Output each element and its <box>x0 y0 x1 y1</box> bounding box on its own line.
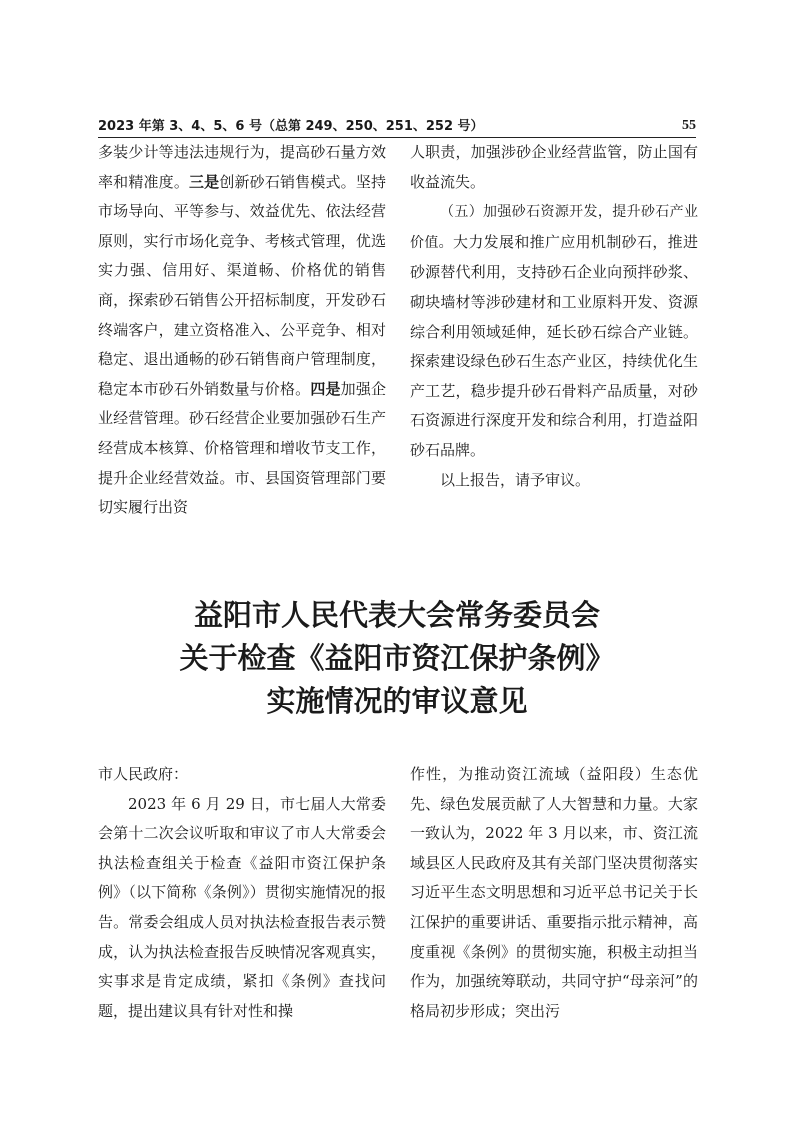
paragraph: 多装少计等违法违规行为，提高砂石量方效率和精准度。三是创新砂石销售模式。坚持市场导向、平等参与、效益优先、依法经营原则，实行市场化竞争、考核式管理，优选实力强、信用好、渠道畅、价格优的销售商，探索砂石销售公开招标制度，开发砂石终端客户，建立资格准入、公平竞争、相对稳定、退出通畅的砂石销售商户管理制度，稳定本市砂石外销数量与价格。四是加强企业经营管理。砂石经营企业要加强砂石生产经营成本核算、价格管理和增收节支工作，提升企业经营效益。市、县国资管理部门要切实履行出资 <box>98 143 386 517</box>
closing-line: 以上报告，请予审议。 <box>440 470 591 489</box>
bottom-right-column <box>410 760 698 1026</box>
paragraph: 2023 年 6 月 29 日，市七届人大常委会第十二次会议听取和审议了市人大常委会执法检查组关于检查《益阳市资江保护条例》（以下简称《条例》）贯彻实施情况的报告。常委会组成人员对执法检查报告表示赞成，认为执法检查报告反映情况客观真实，实事求是肯定成绩，紧扣《条例》查找问题，提出建议具有针对性和操 <box>98 794 386 1020</box>
section-heading: （五）加强砂石资源开发，提升砂石产业价值。 <box>410 204 698 251</box>
salutation: 市人民政府： <box>98 765 189 783</box>
page-number: 55 <box>682 118 696 133</box>
running-header <box>98 115 696 138</box>
bottom-left-column <box>98 760 386 1026</box>
keyword-sishi: 四是 <box>310 379 341 398</box>
top-left-column <box>98 138 386 523</box>
title-line: 关于检查《益阳市资江保护条例》 <box>179 641 615 675</box>
paragraph: （五）加强砂石资源开发，提升砂石产业价值。大力发展和推广应用机制砂石，推进砂源替代利用，支持砂石企业向预拌砂浆、砌块墙材等涉砂建材和工业原料开发、资源综合利用领域延伸，延长砂石综合产业链。探索建设绿色砂石生态产业区，持续优化生产工艺，稳步提升砂石骨料产品质量，对砂石资源进行深度开发和综合利用，打造益阳砂石品牌。 <box>410 204 698 459</box>
paragraph: 人职责，加强涉砂企业经营监管，防止国有收益流失。 <box>410 143 698 191</box>
issue-info: 2023 年第 3、4、5、6 号（总第 249、250、251、252 号） <box>98 119 484 134</box>
keyword-sanshi: 三是 <box>189 172 220 191</box>
title-line: 益阳市人民代表大会常务委员会 <box>193 598 600 632</box>
paragraph: 作性，为推动资江流域（益阳段）生态优先、绿色发展贡献了人大智慧和力量。大家一致认为，2022 年 3 月以来，市、资江流域县区人民政府及其有关部门坚决贯彻落实习近平生态文明思想和习近平总书记关于长江保护的重要讲话、重要指示批示精神，高度重视《条例》的贯彻实施，积极主动担当作为，加强统筹联动，共同守护“母亲河”的格局初步形成；突出污 <box>410 765 698 1020</box>
document-title <box>97 594 697 723</box>
top-right-column <box>410 138 698 495</box>
title-line: 实施情况的审议意见 <box>266 684 528 718</box>
